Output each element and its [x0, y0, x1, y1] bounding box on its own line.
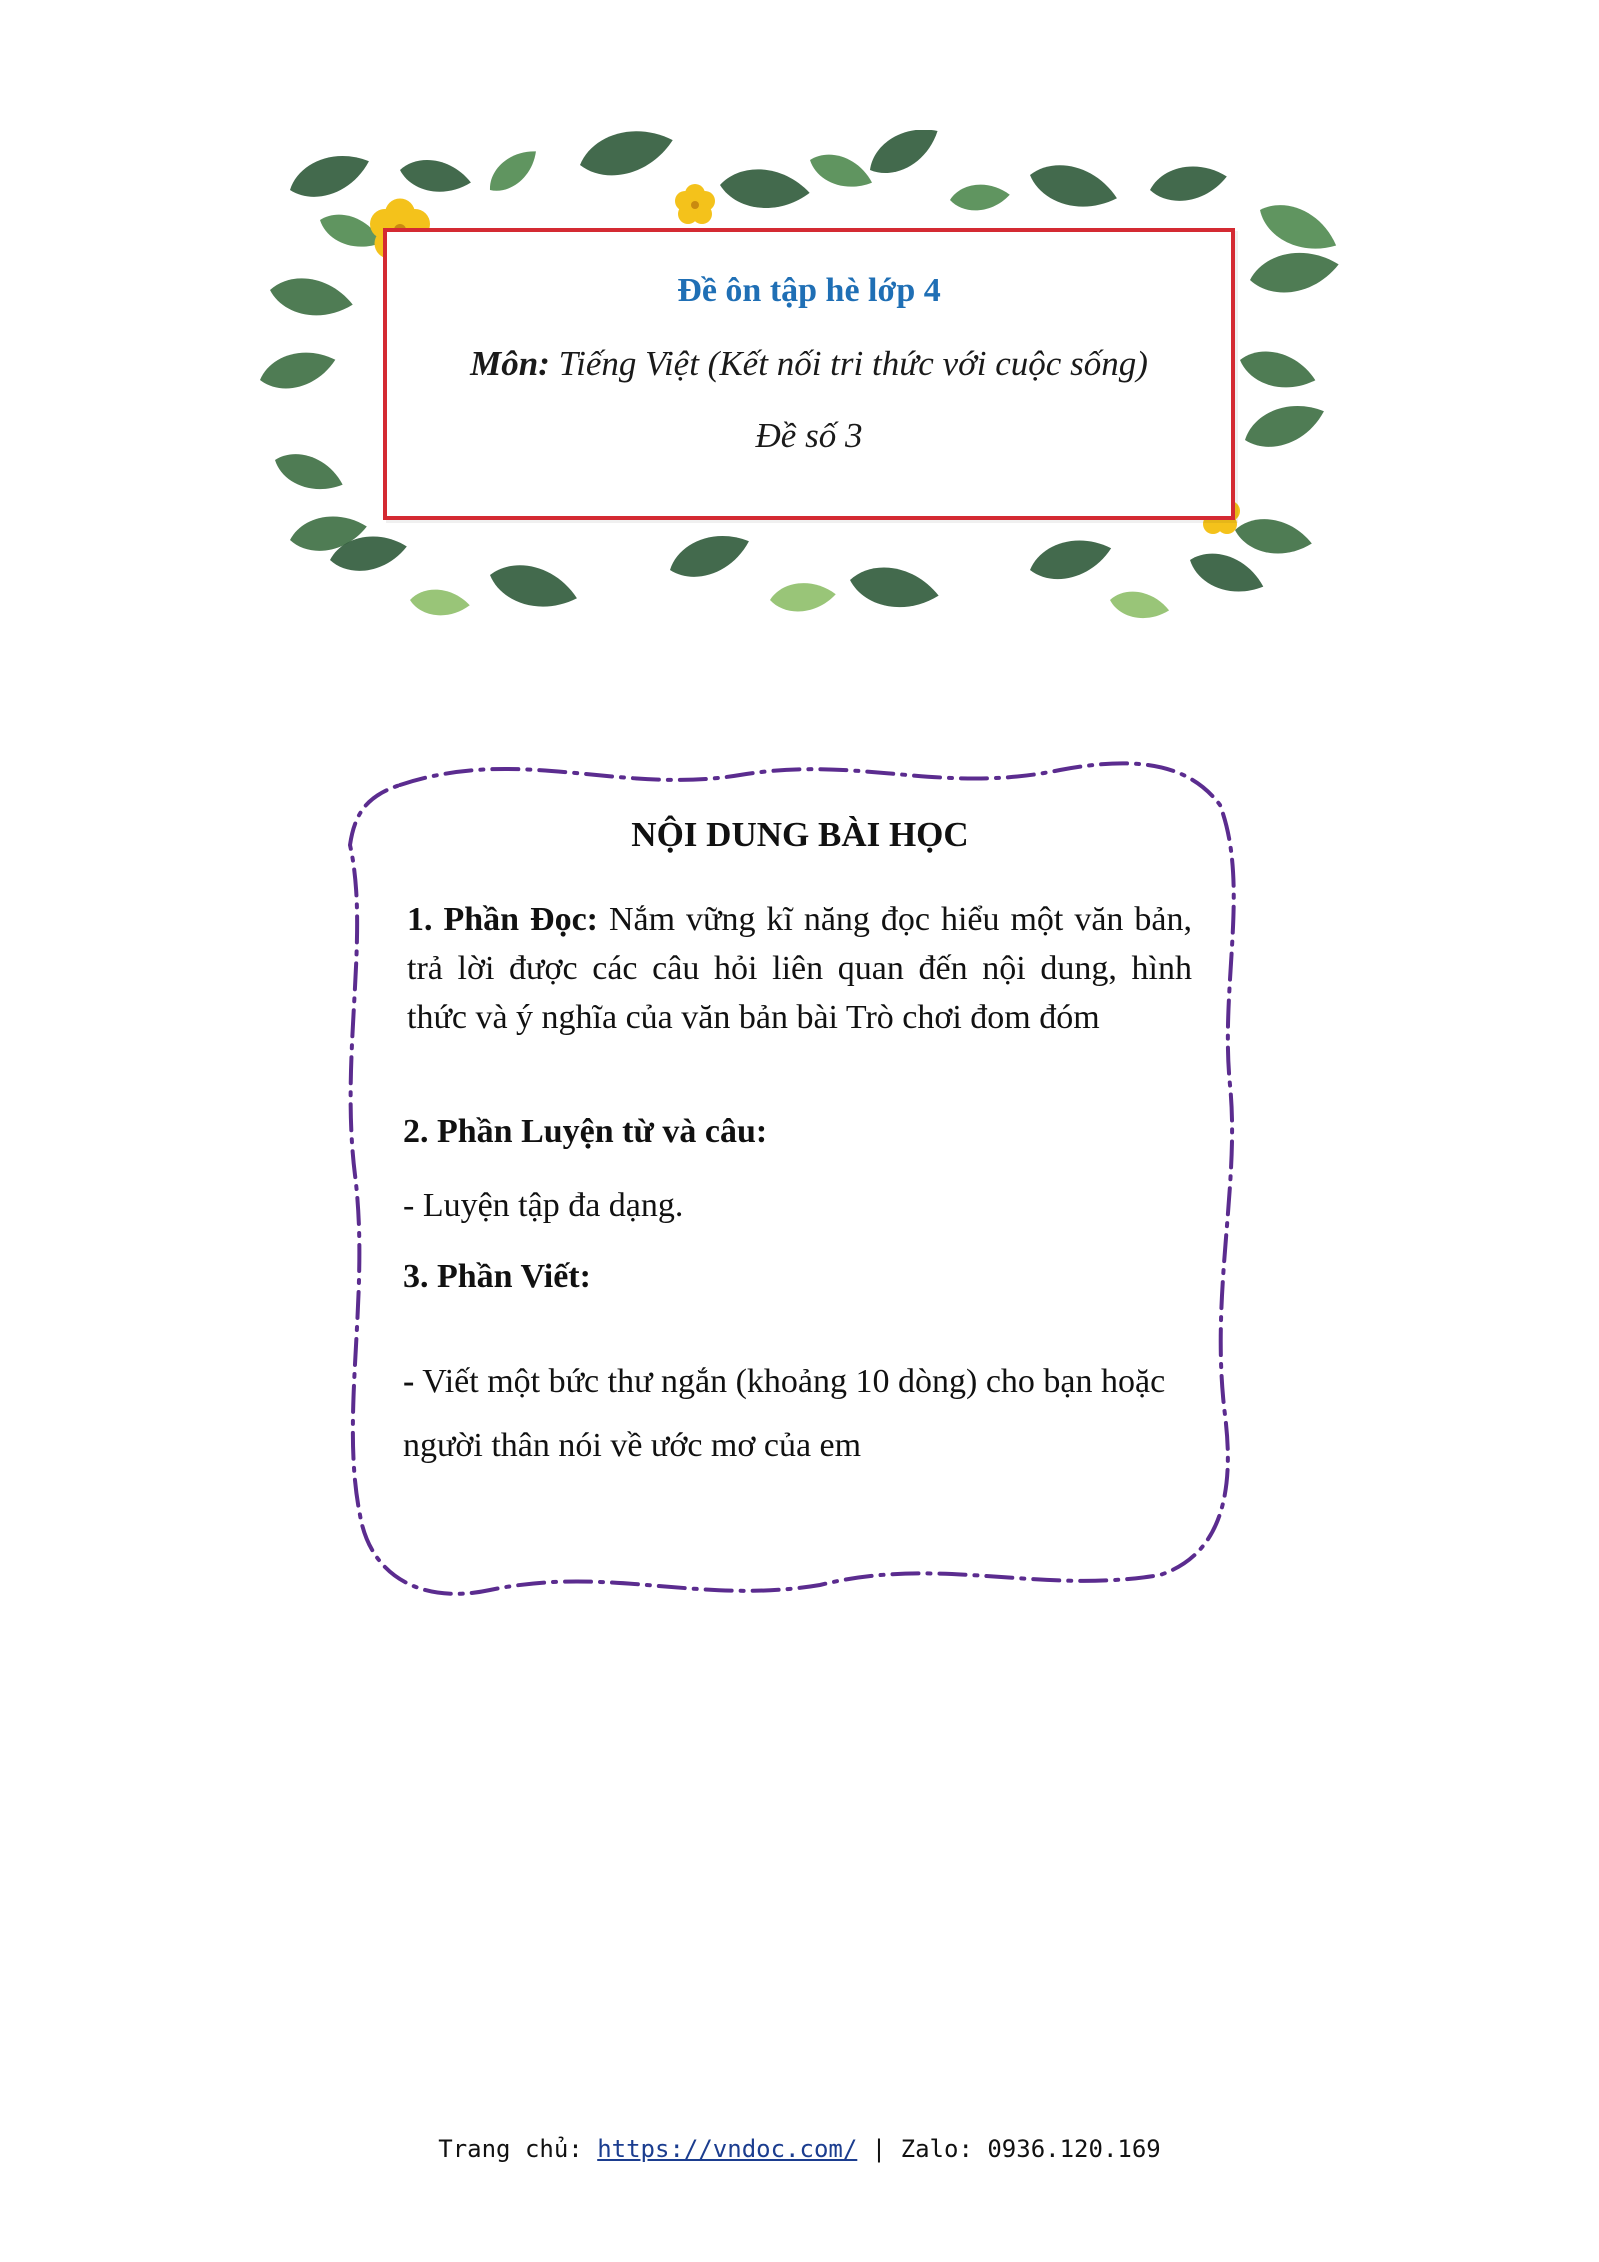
section-writing-heading: 3. Phần Viết:: [403, 1258, 591, 1295]
page-title: Đề ôn tập hè lớp 4: [677, 272, 941, 309]
writing-text: Viết một bức thư ngắn (khoảng 10 dòng) cho bạn hoặc người thân nói về ước mơ của em: [403, 1363, 1166, 1464]
section-vocabulary-item: - Luyện tập đa dạng.: [403, 1187, 684, 1224]
title-box: [383, 228, 1235, 520]
writing-dash: -: [403, 1363, 415, 1400]
exam-number: Đề số 3: [755, 416, 863, 455]
page-footer: [0, 2135, 1599, 2163]
section-writing-item: [403, 1350, 1203, 1478]
footer-home-label: Trang chủ:: [438, 2135, 598, 2163]
content-heading: NỘI DUNG BÀI HỌC: [631, 815, 969, 854]
subject-line: [387, 344, 1231, 384]
footer-zalo: Zalo: 0936.120.169: [900, 2135, 1161, 2163]
section-vocabulary-heading: 2. Phần Luyện từ và câu:: [403, 1113, 768, 1150]
subject-value: Tiếng Việt (Kết nối tri thức với cuộc sống): [549, 344, 1148, 383]
footer-separator: |: [857, 2135, 901, 2163]
section-reading-label: 1. Phần Đọc:: [407, 901, 598, 938]
section-reading: [407, 895, 1192, 1042]
section-reading-text: Nắm vững kĩ năng đọc hiểu một văn bản, trả lời được các câu hỏi liên quan đến nội dung, hình thức và ý nghĩa của văn bản bài Trò chơi đom đóm: [407, 901, 1192, 1036]
footer-home-link[interactable]: https://vndoc.com/: [597, 2135, 858, 2163]
subject-label: Môn:: [470, 344, 550, 383]
